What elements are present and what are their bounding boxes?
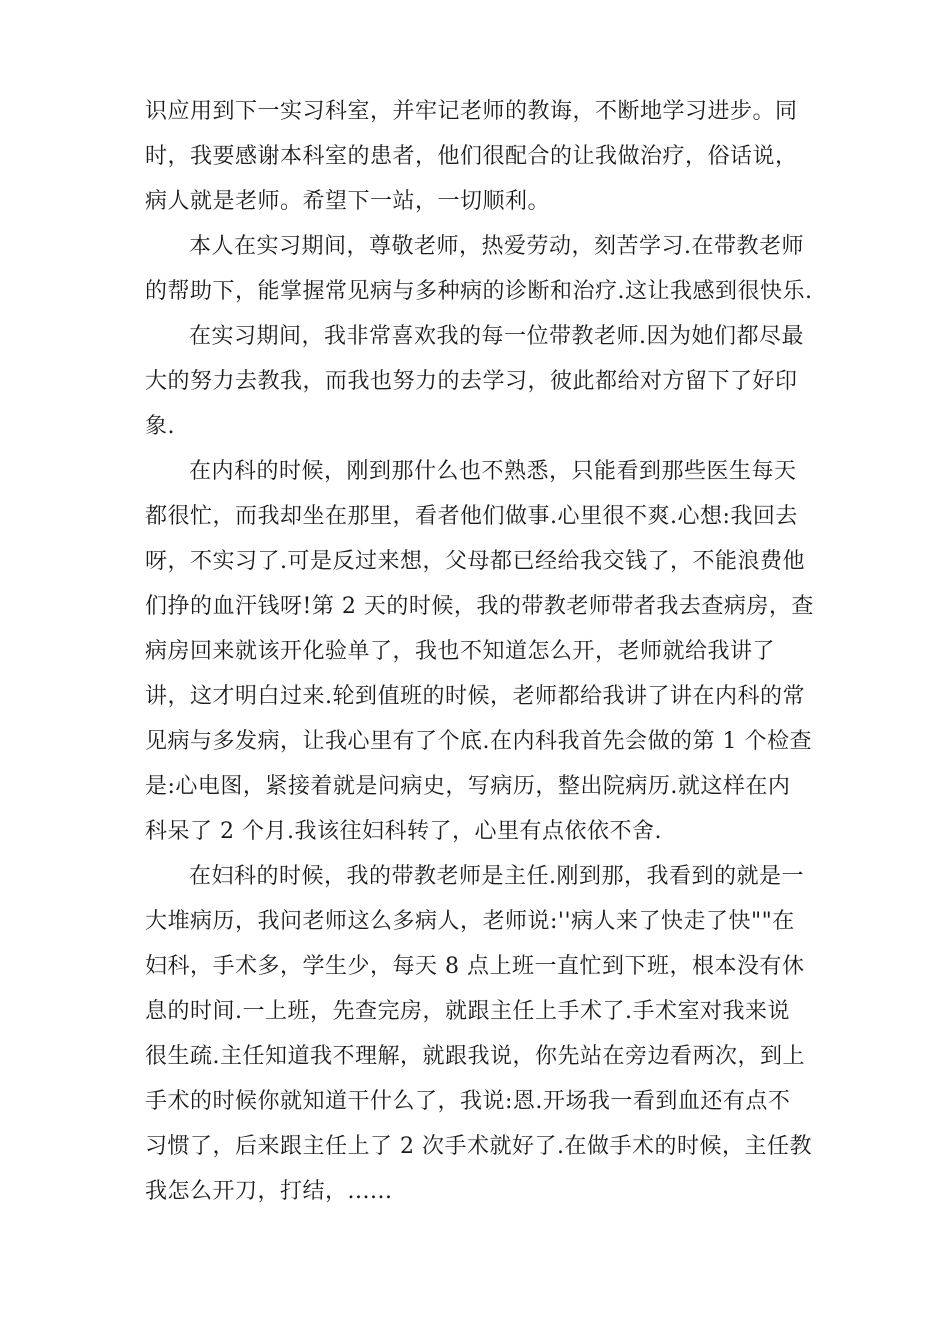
text-line: 妇科，手术多，学生少，每天 8 点上班一直忙到下班，根本没有休 <box>145 954 805 979</box>
paragraph-first-line: 在妇科的时候，我的带教老师是主任.刚到那，我看到的就是一 <box>189 864 804 889</box>
paragraph-first-line: 在实习期间，我非常喜欢我的每一位带教老师.因为她们都尽最 <box>189 324 804 349</box>
text-line: 都很忙，而我却坐在那里，看者他们做事.心里很不爽.心想:我回去 <box>145 504 798 529</box>
paragraph-first-line: 在内科的时候，刚到那什么也不熟悉，只能看到那些医生每天 <box>189 459 797 484</box>
text-line: 科呆了 2 个月.我该往妇科转了，心里有点依依不舍. <box>145 819 662 844</box>
text-line: 呀，不实习了.可是反过来想，父母都已经给我交钱了，不能浪费他 <box>145 549 805 574</box>
paragraph-first-line: 本人在实习期间，尊敬老师，热爱劳动，刻苦学习.在带教老师 <box>189 234 804 259</box>
text-line: 识应用到下一实习科室，并牢记老师的教诲，不断地学习进步。同 <box>145 99 798 124</box>
text-line: 们挣的血汗钱呀!第 2 天的时候，我的带教老师带者我去查病房，查 <box>145 594 814 619</box>
text-line: 手术的时候你就知道干什么了，我说:恩.开场我一看到血还有点不 <box>145 1089 791 1114</box>
text-line: 大的努力去教我，而我也努力的去学习，彼此都给对方留下了好印 <box>145 369 798 394</box>
text-line: 的帮助下，能掌握常见病与多种病的诊断和治疗.这让我感到很快乐. <box>145 279 813 304</box>
text-line: 很生疏.主任知道我不理解，就跟我说，你先站在旁边看两次，到上 <box>145 1044 805 1069</box>
text-line: 大堆病历，我问老师这么多病人，老师说:''病人来了快走了快""在 <box>145 909 795 934</box>
text-line: 讲，这才明白过来.轮到值班的时候，老师都给我讲了讲在内科的常 <box>145 684 805 709</box>
text-line: 我怎么开刀，打结，...... <box>145 1179 393 1204</box>
text-line: 息的时间.一上班，先查完房，就跟主任上手术了.手术室对我来说 <box>145 999 790 1024</box>
text-line: 病人就是老师。希望下一站，一切顺利。 <box>145 189 551 214</box>
text-line: 是:心电图，紧接着就是问病史，写病历，整出院病历.就这样在内 <box>145 774 791 799</box>
text-line: 见病与多发病，让我心里有了个底.在内科我首先会做的第 1 个检查 <box>145 729 812 754</box>
text-line: 时，我要感谢本科室的患者，他们很配合的让我做治疗，俗话说， <box>145 144 798 169</box>
text-line: 病房回来就该开化验单了，我也不知道怎么开，老师就给我讲了 <box>145 639 776 664</box>
text-line: 象. <box>145 414 175 439</box>
text-line: 习惯了，后来跟主任上了 2 次手术就好了.在做手术的时候，主任教 <box>145 1134 812 1159</box>
